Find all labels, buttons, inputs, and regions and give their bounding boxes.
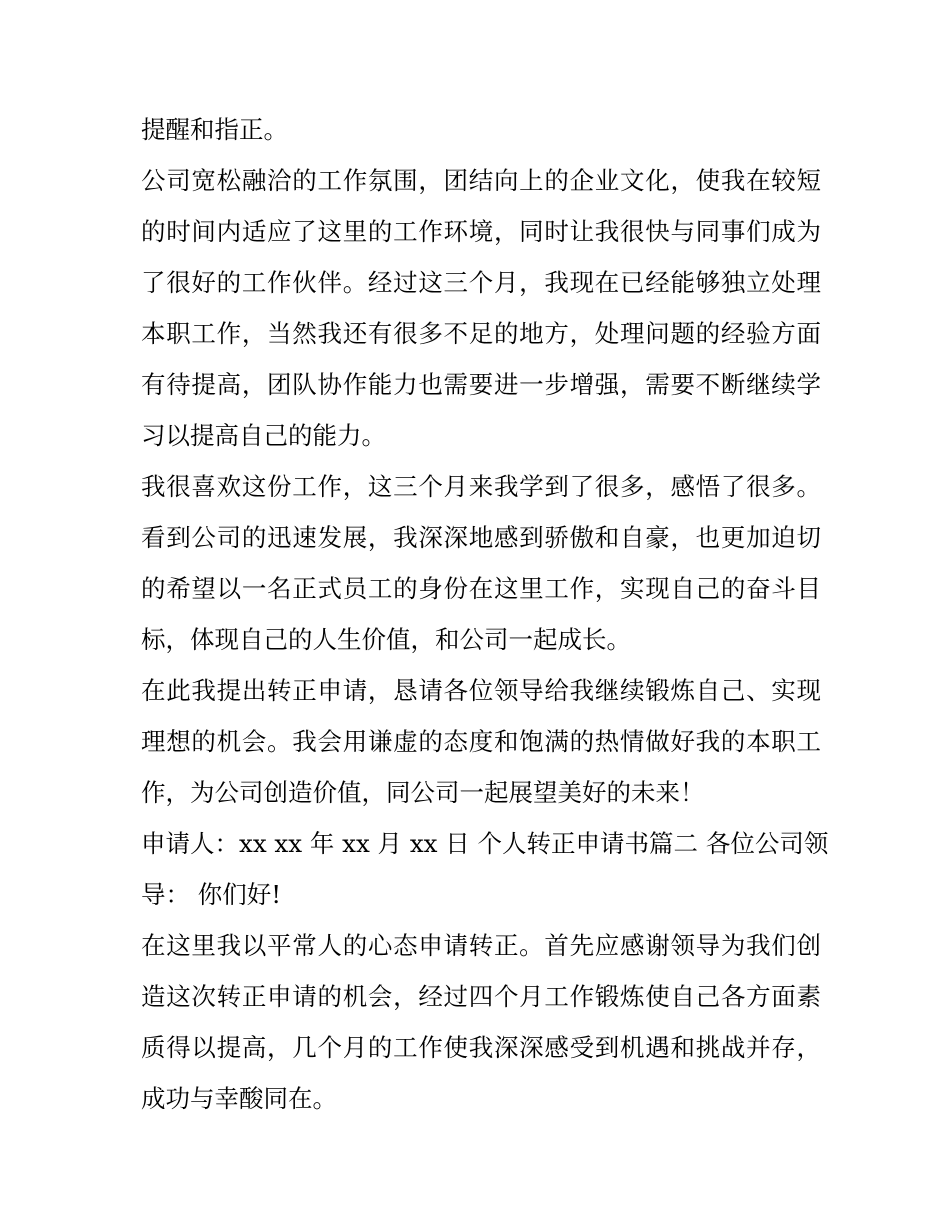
paragraph — [141, 665, 821, 818]
text-line: 标，体现自己的人生价值，和公司一起成长。 — [141, 625, 631, 654]
text-line: 作，为公司创造价值，同公司一起展望美好的未来！ — [141, 778, 705, 807]
paragraph — [141, 920, 821, 1124]
text-line: 公司宽松融洽的工作氛围，团结向上的企业文化，使我在较短 — [141, 166, 821, 195]
text-line: 导： 你们好! — [141, 880, 282, 909]
text-line: 理想的机会。我会用谦虚的态度和饱满的热情做好我的本职工 — [141, 727, 821, 756]
text-line: 造这次转正申请的机会，经过四个月工作锻炼使自己各方面素 — [141, 982, 821, 1011]
text-line: 在这里我以平常人的心态申请转正。首先应感谢领导为我们创 — [141, 931, 821, 960]
text-line: 的希望以一名正式员工的身份在这里工作，实现自己的奋斗目 — [141, 574, 821, 603]
text-line: 成功与幸酸同在。 — [141, 1084, 337, 1113]
text-line: 质得以提高，几个月的工作使我深深感受到机遇和挑战并存， — [141, 1033, 821, 1062]
text-line: 我很喜欢这份工作，这三个月来我学到了很多，感悟了很多。 — [141, 472, 821, 501]
paragraph — [141, 104, 821, 155]
text-line: 申请人：xx xx 年 xx 月 xx 日 个人转正申请书篇二 各位公司领 — [141, 829, 829, 858]
text-line: 提醒和指正。 — [141, 115, 288, 144]
text-line: 了很好的工作伙伴。经过这三个月，我现在已经能够独立处理 — [141, 268, 821, 297]
text-line: 的时间内适应了这里的工作环境，同时让我很快与同事们成为 — [141, 217, 821, 246]
paragraph — [141, 818, 829, 920]
paragraph — [141, 461, 821, 665]
text-line: 在此我提出转正申请，恳请各位领导给我继续锻炼自己、实现 — [141, 676, 821, 705]
text-line: 有待提高，团队协作能力也需要进一步增强，需要不断继续学 — [141, 370, 821, 399]
text-line: 习以提高自己的能力。 — [141, 421, 386, 450]
text-line: 本职工作，当然我还有很多不足的地方，处理问题的经验方面 — [141, 319, 821, 348]
text-line: 看到公司的迅速发展，我深深地感到骄傲和自豪，也更加迫切 — [141, 523, 821, 552]
document-body — [141, 104, 829, 1124]
paragraph — [141, 155, 821, 461]
